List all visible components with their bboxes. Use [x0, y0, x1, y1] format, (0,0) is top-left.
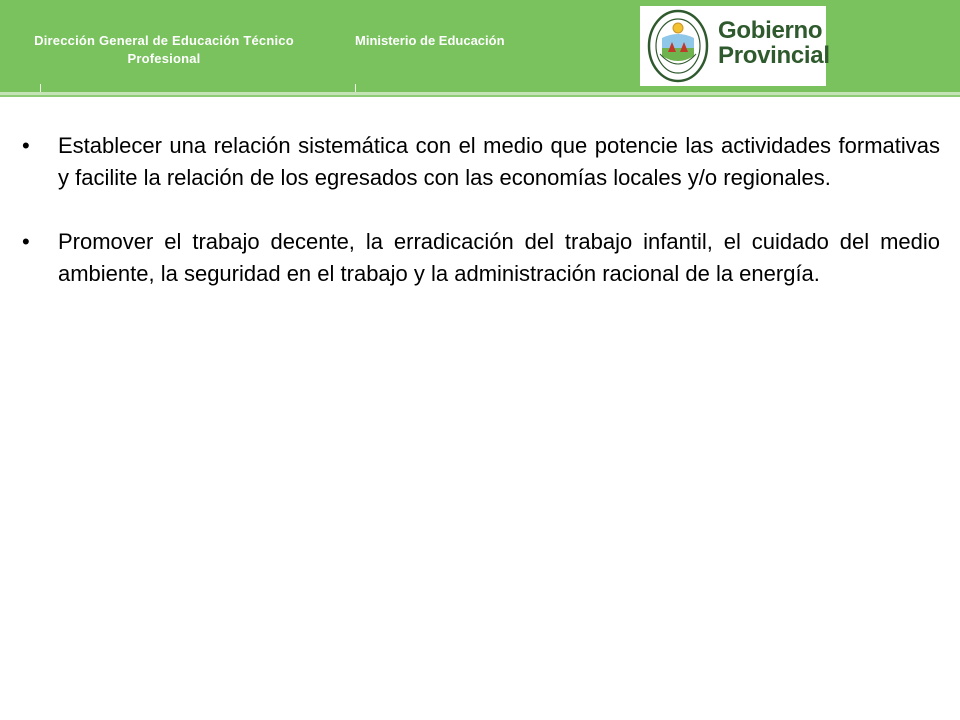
bullet-mark: •: [22, 133, 30, 158]
slide-content: [22, 130, 940, 322]
bullet-item: [22, 130, 940, 194]
logo-line-2: Provincial: [718, 42, 830, 69]
logo-text: [718, 18, 830, 68]
bullet-item: [22, 226, 940, 290]
bullet-text: Promover el trabajo decente, la erradicación del trabajo infantil, el cuidado del medio ambiente, la seguridad en el trabajo y la administración racional de la energía.: [58, 229, 940, 286]
bullet-mark: •: [22, 229, 30, 254]
header-bar: [0, 0, 960, 92]
coat-of-arms-icon: [646, 8, 710, 84]
header-tick-right: [355, 84, 356, 92]
gobierno-provincial-logo: [640, 6, 830, 86]
bullet-text: Establecer una relación sistemática con el medio que potencie las actividades formativas y facilite la relación de los egresados con las economías locales y/o regionales.: [58, 133, 940, 190]
department-name: Dirección General de Educación Técnico Profesional: [34, 33, 294, 66]
header-tick-left: [40, 84, 41, 92]
ministry-name: Ministerio de Educación: [355, 33, 505, 48]
logo-line-1: Gobierno: [718, 17, 823, 44]
header-rule-accent: [0, 95, 960, 97]
